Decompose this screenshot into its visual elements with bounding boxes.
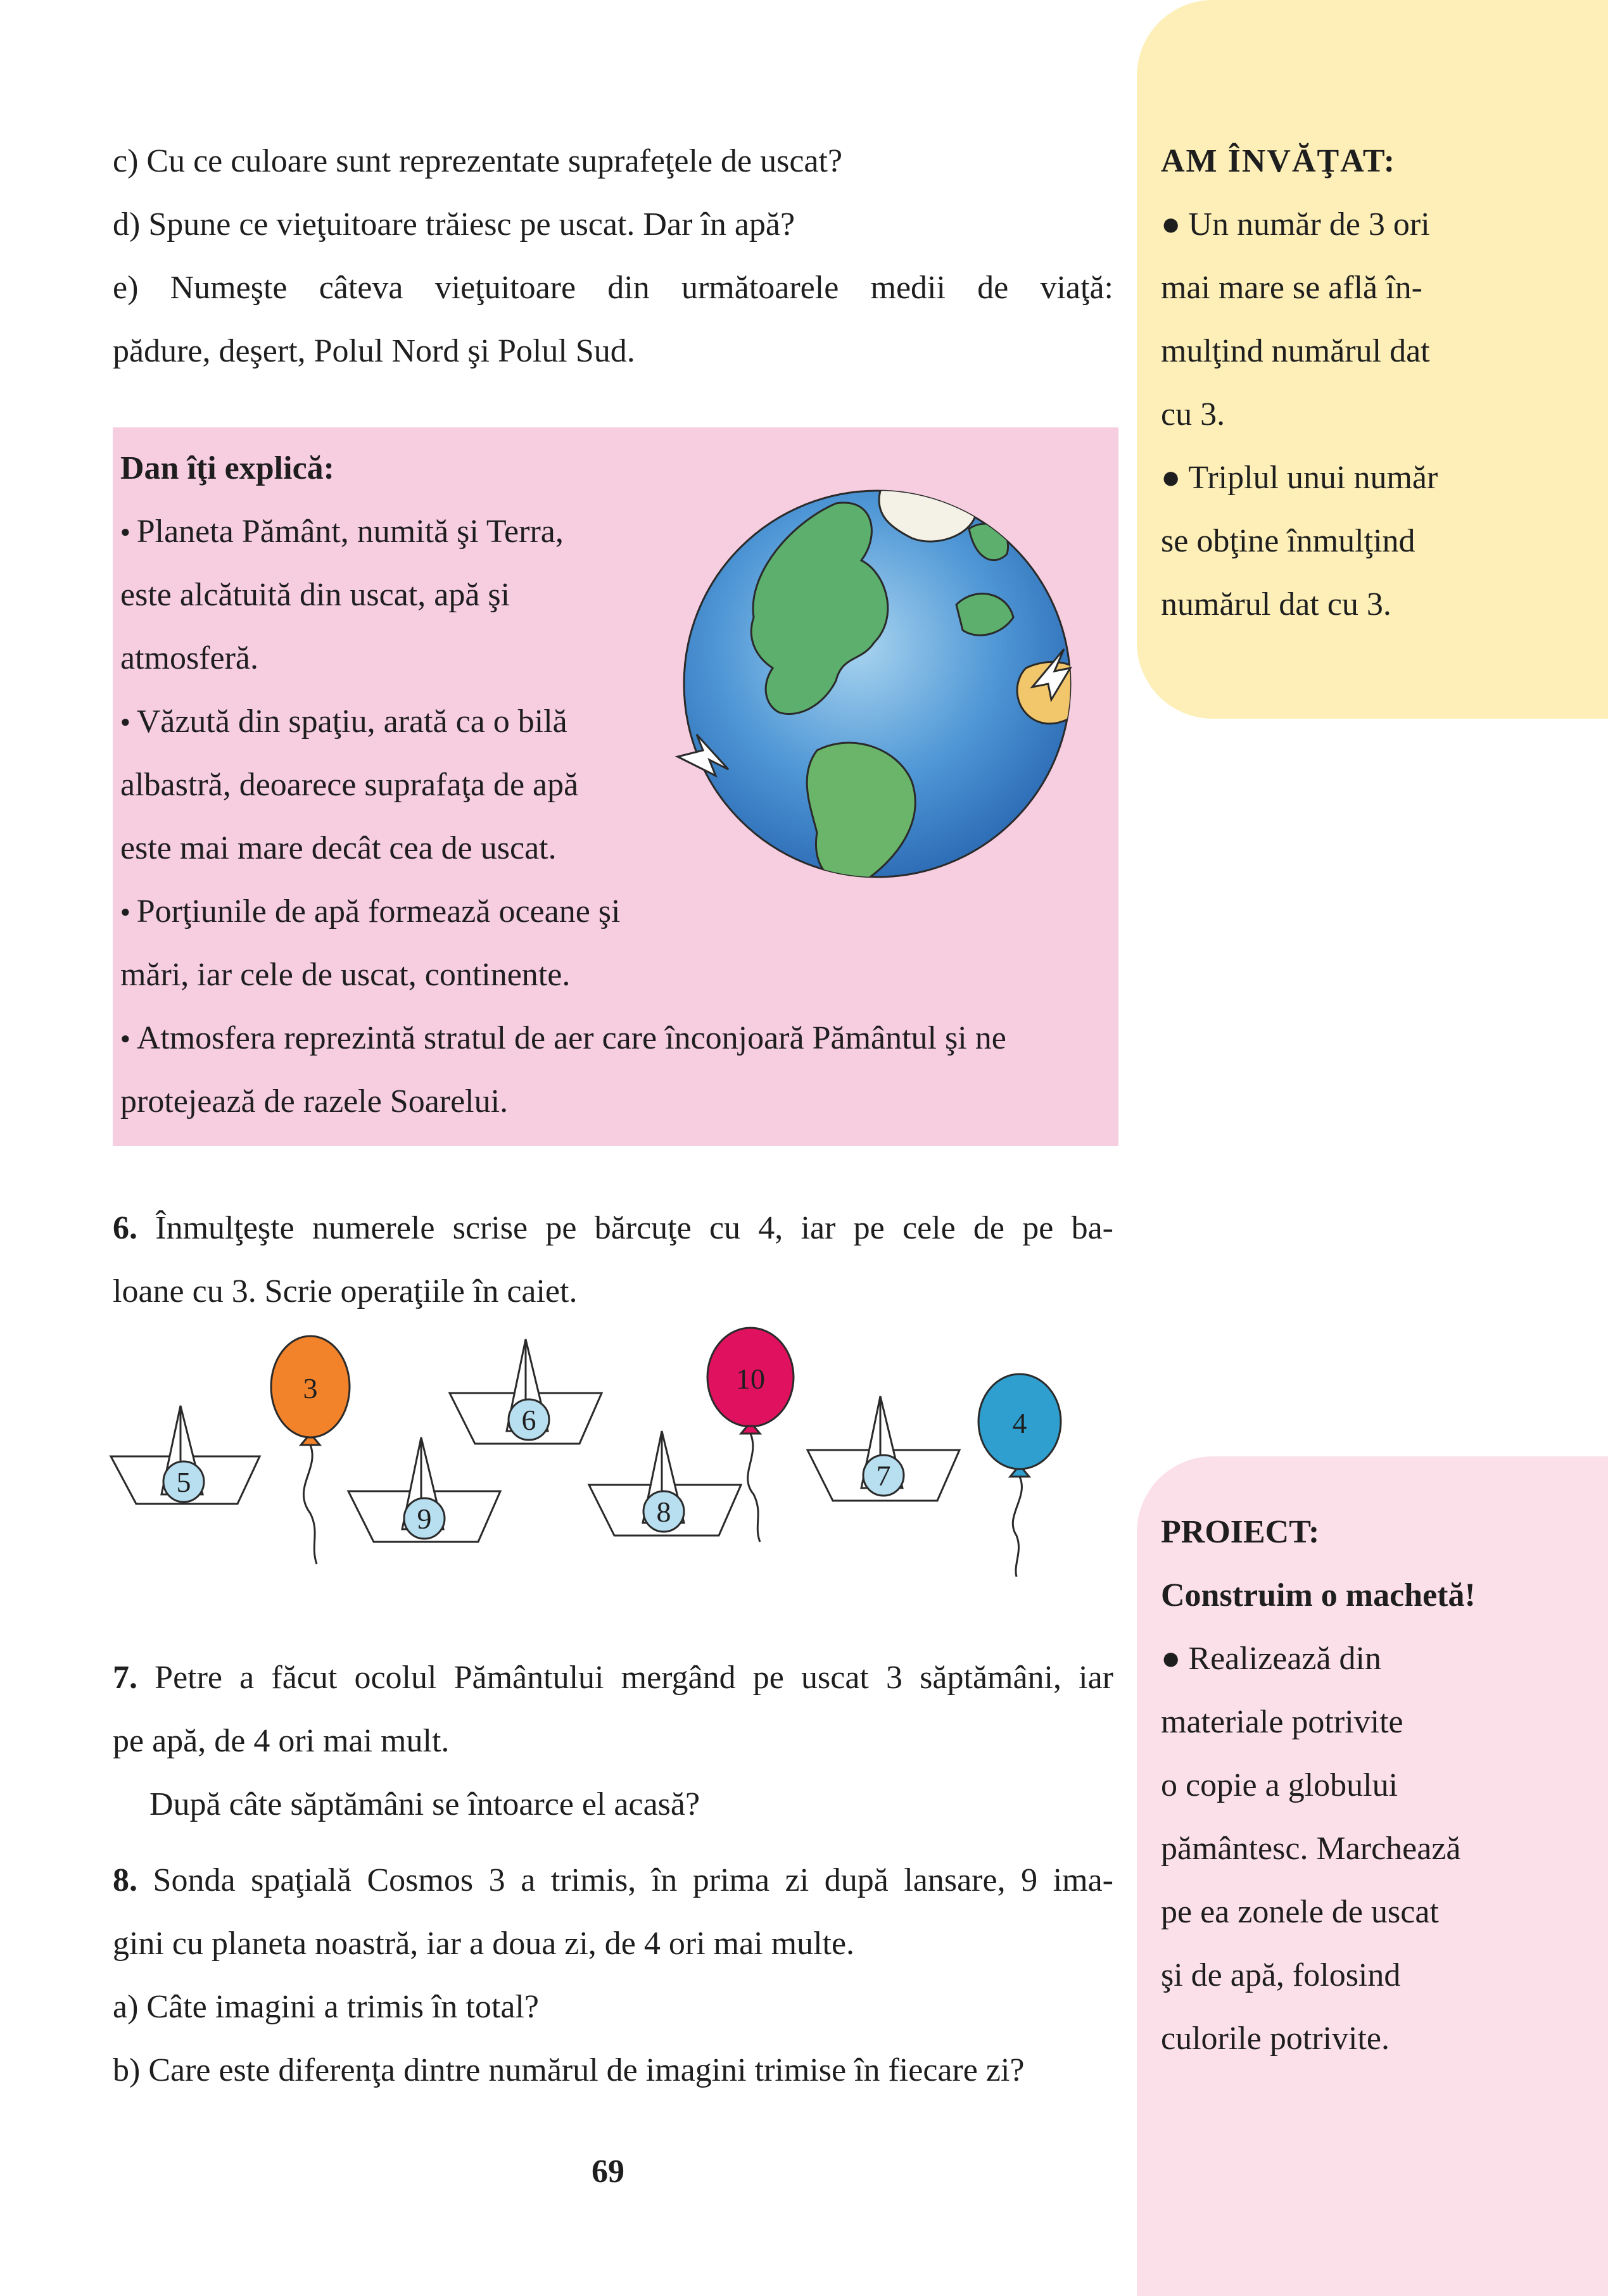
dan-box-title: Dan îţi explică: (120, 450, 334, 486)
exercise-7-text: Petre a făcut ocolul Pământului mergând pe uscat 3 săptămâni, iar (137, 1660, 1113, 1696)
exercise-8-text: Sonda spaţială Cosmos 3 a trimis, în prima zi după lansare, 9 ima- (137, 1862, 1113, 1898)
dan-line: ● Atmosfera reprezintă stratul de aer care înconjoară Pământul şi ne (120, 1007, 1006, 1073)
project-line: şi de apă, folosind (1161, 1957, 1401, 1993)
boats-and-balloons-illustration (101, 1323, 1115, 1577)
earth-globe-illustration (671, 478, 1083, 890)
learned-line: ● Un număr de 3 ori (1161, 193, 1430, 256)
learned-line: mulţind numărul dat (1161, 333, 1430, 369)
boat-number: 6 (521, 1404, 536, 1436)
learned-line: se obţine înmulţind (1161, 523, 1415, 559)
paper-boat-7 (807, 1396, 959, 1501)
question-d: d) Spune ce vieţuitoare trăiesc pe uscat. Dar în apă? (113, 206, 795, 243)
project-line: o copie a globului (1161, 1767, 1398, 1803)
dan-line: mări, iar cele de uscat, continente. (120, 957, 571, 993)
learned-line: cu 3. (1161, 396, 1225, 432)
balloon-number: 3 (303, 1372, 318, 1404)
dan-line: ● Văzută din spaţiu, arată ca o bilă (120, 690, 567, 756)
dan-line: este alcătuită din uscat, apă şi (120, 577, 510, 613)
learned-line: ● Triplul unui număr (1161, 446, 1438, 510)
dan-line: ● Planeta Pământ, numită şi Terra, (120, 500, 564, 566)
project-line: pământesc. Marchează (1161, 1831, 1461, 1867)
project-subtitle: Construim o machetă! (1161, 1577, 1476, 1613)
project-line: ● Realizează din (1161, 1627, 1381, 1691)
dan-line: albastră, deoarece suprafaţa de apă (120, 767, 579, 803)
exercise-8-number: 8. (113, 1862, 137, 1898)
paper-boat-9 (348, 1437, 500, 1542)
boat-number: 9 (417, 1503, 432, 1535)
exercise-7-line2: pe apă, de 4 ori mai mult. (113, 1723, 450, 1759)
exercise-6-text: Înmulţeşte numerele scrise pe bărcuţe cu 4, iar pe cele de pe ba- (137, 1210, 1113, 1246)
project-line: pe ea zonele de uscat (1161, 1894, 1439, 1930)
dan-line: ● Porţiunile de apă formează oceane şi (120, 880, 620, 946)
dan-line: atmosferă. (120, 640, 259, 676)
learned-title: AM ÎNVĂŢAT: (1161, 143, 1396, 179)
exercise-7-line3: După câte săptămâni se întoarce el acasă? (149, 1786, 700, 1822)
page-number: 69 (592, 2154, 624, 2190)
paper-boat-5 (111, 1406, 260, 1504)
exercise-7-number: 7. (113, 1660, 137, 1696)
question-e-line2: pădure, deşert, Polul Nord şi Polul Sud. (113, 333, 635, 369)
balloon-3 (271, 1336, 350, 1564)
balloon-number: 4 (1012, 1407, 1027, 1439)
question-c: c) Cu ce culoare sunt reprezentate suprafeţele de uscat? (113, 143, 843, 179)
project-line: materiale potrivite (1161, 1704, 1403, 1740)
exercise-7-line1 (113, 1646, 1113, 1710)
exercise-8-line1 (113, 1849, 1113, 1912)
boat-number: 7 (876, 1460, 891, 1492)
project-line: culorile potrivite. (1161, 2021, 1390, 2057)
paper-boat-8 (589, 1431, 741, 1536)
balloon-number: 10 (736, 1363, 765, 1395)
paper-boat-6 (450, 1339, 602, 1444)
learned-line: mai mare se află în- (1161, 270, 1422, 306)
exercise-8-a: a) Câte imagini a trimis în total? (113, 1989, 539, 2025)
exercise-8-line2: gini cu planeta noastră, iar a doua zi, de 4 ori mai multe. (113, 1926, 855, 1962)
dan-line: este mai mare decât cea de uscat. (120, 830, 557, 866)
project-title: PROIECT: (1161, 1514, 1320, 1550)
balloon-4 (978, 1374, 1061, 1577)
question-e-line1: e) Numeşte câteva vieţuitoare din următoarele medii de viaţă: (113, 270, 1113, 306)
exercise-6-line1 (113, 1197, 1113, 1260)
learned-line: numărul dat cu 3. (1161, 586, 1391, 622)
boat-number: 5 (176, 1466, 191, 1498)
exercise-6-number: 6. (113, 1210, 137, 1246)
boat-number: 8 (656, 1496, 671, 1528)
exercise-8-b: b) Care este diferenţa dintre numărul de imagini trimise în fiecare zi? (113, 2052, 1025, 2088)
exercise-6-line2: loane cu 3. Scrie operaţiile în caiet. (113, 1273, 578, 1309)
dan-line: protejează de razele Soarelui. (120, 1083, 509, 1120)
